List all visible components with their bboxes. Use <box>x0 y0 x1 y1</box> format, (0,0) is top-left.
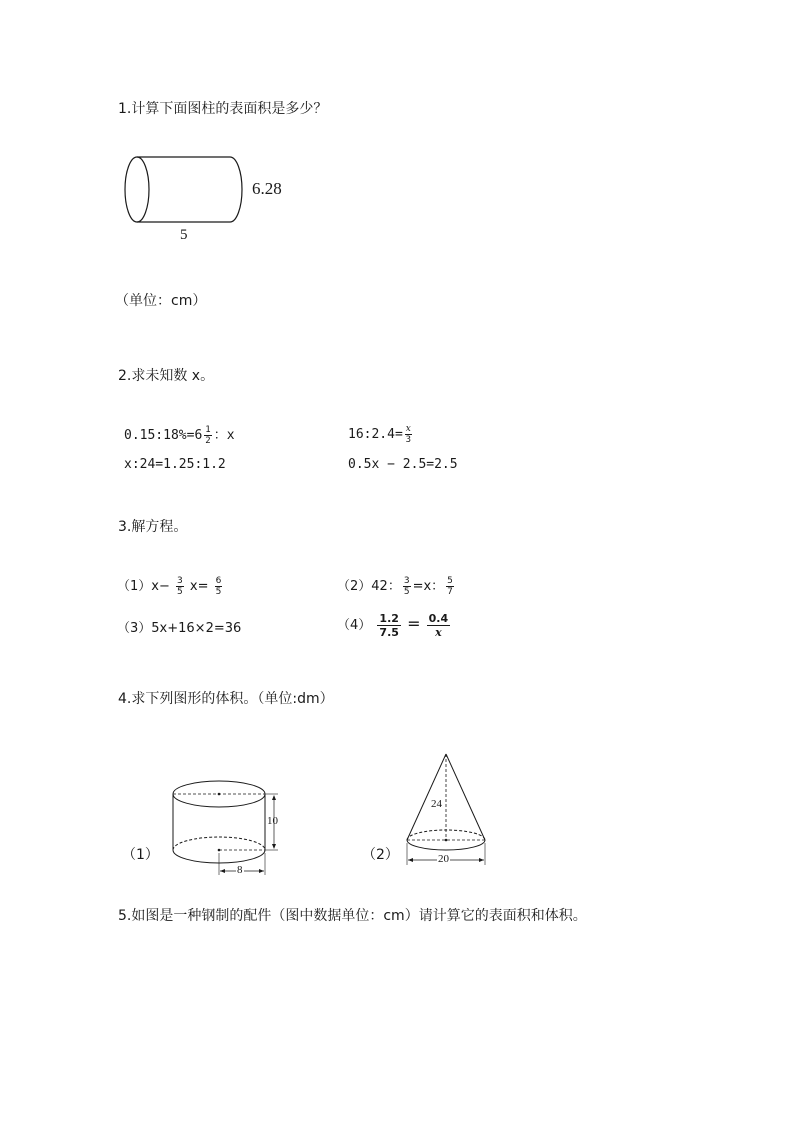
q2-fraction-x-over-3: $\frac{x}{3}$ <box>405 424 412 445</box>
q3-problem-4: （4） $\frac{1.2}{7.5}$ = $\frac{0.4}{x}$ <box>337 612 449 639</box>
q3-problem-1: （1）x− $\frac{3}{5}$ x= $\frac{6}{5}$ <box>117 576 222 597</box>
q4-cone-height-label: 24 <box>431 798 442 810</box>
q3-problem-2: （2）42： $\frac{3}{5}$ =x： $\frac{5}{7}$ <box>337 576 453 597</box>
q4-title: 4.求下列图形的体积。（单位:dm） <box>118 691 334 707</box>
q4-cone-diameter-label: 20 <box>438 853 449 865</box>
q4-figure-2-label: （2） <box>362 847 399 863</box>
cylinder-length-label: 5 <box>180 227 188 243</box>
cylinder-figure <box>120 152 300 248</box>
q4-cylinder-radius-label: 8 <box>237 864 243 876</box>
q2-equation-b: 16:2.4= $\frac{x}{3}$ <box>348 424 412 445</box>
q4-cylinder-figure <box>170 775 290 880</box>
q4-figure-1-label: （1） <box>122 847 159 863</box>
q3-p1-fraction-2: $\frac{6}{5}$ <box>215 576 222 597</box>
q2-equation-c: x:24=1.25:1.2 <box>124 457 226 472</box>
q3-p4-fraction-1: $\frac{1.2}{7.5}$ <box>379 612 399 639</box>
q5-title: 5.如图是一种钢制的配件（图中数据单位：cm）请计算它的表面积和体积。 <box>118 908 587 924</box>
q3-problem-3: （3）5x+16×2=36 <box>117 621 242 636</box>
q3-p2-fraction-1: $\frac{3}{5}$ <box>403 576 410 597</box>
q4-cone-figure <box>402 750 492 870</box>
q1-unit-note: （单位：cm） <box>115 293 207 309</box>
q3-title: 3.解方程。 <box>118 519 188 535</box>
q1-title: 1.计算下面图柱的表面积是多少？ <box>118 101 328 117</box>
q2-equation-a: 0.15:18%=6 $\frac{1}{2}$ ：x <box>124 425 235 446</box>
q2-equation-d: 0.5x − 2.5=2.5 <box>348 457 458 472</box>
q2-title: 2.求未知数 x。 <box>118 368 215 384</box>
q4-cylinder-height-label: 10 <box>267 815 278 827</box>
q3-p4-fraction-2: $\frac{0.4}{x}$ <box>428 612 449 639</box>
cylinder-height-label: 6.28 <box>252 179 282 198</box>
q3-p2-fraction-2: $\frac{5}{7}$ <box>447 576 453 597</box>
q3-p1-fraction-1: $\frac{3}{5}$ <box>177 576 183 597</box>
q2-fraction-one-half: $\frac{1}{2}$ <box>205 425 211 446</box>
